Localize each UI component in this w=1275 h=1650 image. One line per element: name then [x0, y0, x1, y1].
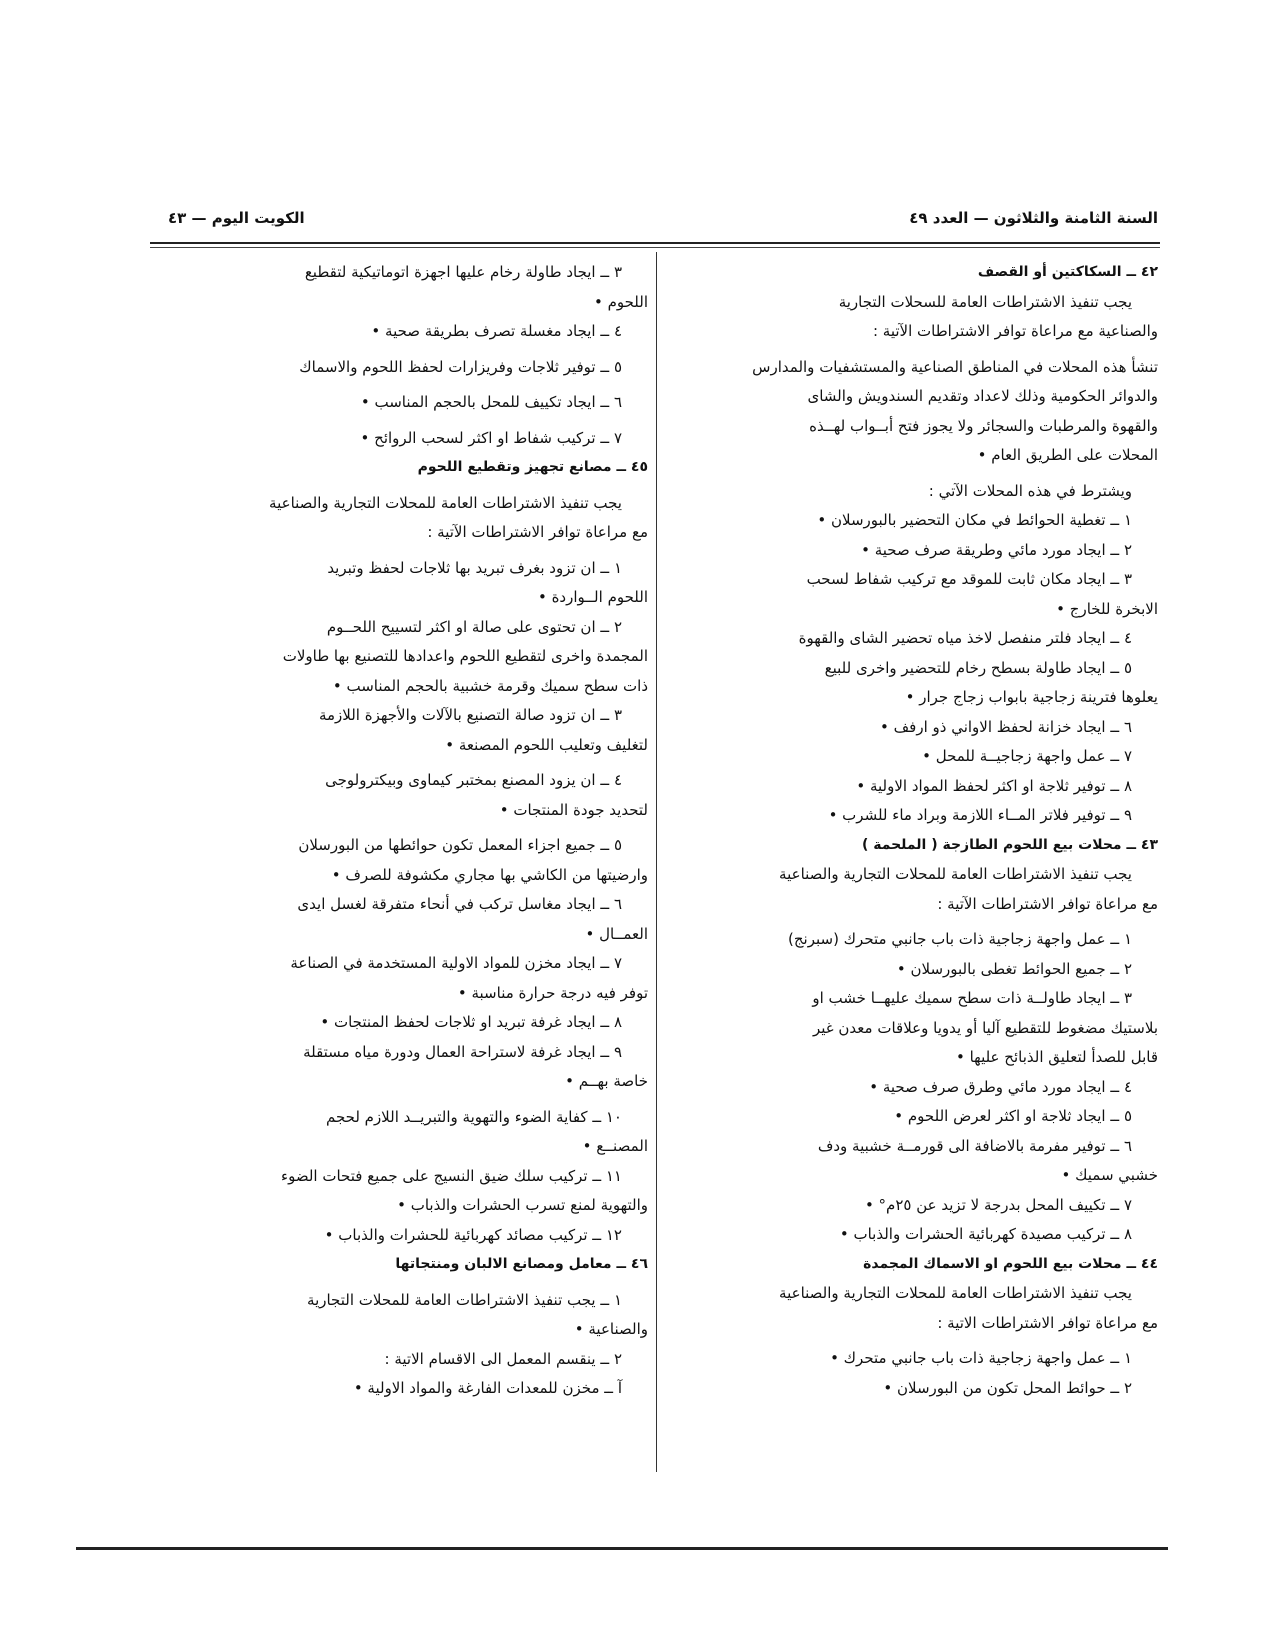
text-line: ٤ ــ ايجاد فلتر منفصل لاخذ مياه تحضير الشاى والقهوة	[798, 629, 1132, 647]
text-line: ٦ ــ ايجاد خزانة لحفظ الاواني ذو ارفف •	[880, 717, 1132, 736]
text-line: يجب تنفيذ الاشتراطات العامة للمحلات التجارية والصناعية	[269, 493, 622, 512]
text-line: والصناعية مع مراعاة توافر الاشتراطات الآتية :	[872, 322, 1158, 340]
text-line: يجب تنفيذ الاشتراطات العامة للمحلات التجارية والصناعية	[779, 865, 1132, 883]
text-line: تنشأ هذه المحلات في المناطق الصناعية والمستشفيات والمدارس	[752, 357, 1158, 376]
text-line: اللحوم الــواردة •	[537, 588, 648, 606]
text-line: ٣ ــ ايجاد طاولــة ذات سطح سميك عليهــا خشب او	[812, 989, 1132, 1007]
text-line: الابخرة للخارج •	[1056, 599, 1158, 618]
section-heading: ٤٢ ــ السكاكتين أو القصف	[977, 264, 1158, 280]
text-line: ١١ ــ تركيب سلك ضيق النسيج على جميع فتحات الضوء	[281, 1166, 622, 1185]
text-line: ٥ ــ توفير ثلاجات وفريزارات لحفظ اللحوم والاسماك	[299, 357, 622, 376]
left-column	[156, 258, 648, 1404]
text-line: ٧ ــ تركيب شفاط او اكثر لسحب الروائح •	[360, 428, 622, 447]
text-line: ١ ــ عمل واجهة زجاجية ذات باب جانبي متحرك (سبرنج)	[787, 930, 1132, 948]
text-line: بلاستيك مضغوط للتقطيع آليا أو يدويا وعلاقات معدن غير	[813, 1018, 1158, 1037]
text-line: ٢ ــ حوائط المحل تكون من البورسلان •	[883, 1378, 1132, 1397]
section-heading: ٤٦ ــ معامل ومصانع الالبان ومنتجاتها	[395, 1256, 648, 1272]
text-line: ١ ــ تغطية الحوائط في مكان التحضير بالبورسلان •	[817, 511, 1132, 529]
text-line: قابل للصدأ لتعليق الذبائح عليها •	[955, 1048, 1158, 1066]
header-rule-thin	[150, 247, 1160, 248]
text-line: ٩ ــ توفير فلاتر المــاء اللازمة وبراد ماء للشرب •	[828, 806, 1132, 824]
header-rule	[150, 242, 1160, 244]
text-line: يجب تنفيذ الاشتراطات العامة للسحلات التجارية	[838, 292, 1132, 311]
text-line: المحلات على الطريق العام •	[977, 446, 1158, 464]
text-line: العمــال •	[585, 924, 648, 943]
text-line: آ ــ مخزن للمعدات الفارغة والمواد الاولية •	[353, 1379, 622, 1397]
text-line: خاصة بهــم •	[565, 1072, 648, 1090]
text-line: ٢ ــ ان تحتوى على صالة او اكثر لتسييح اللحــوم	[326, 617, 622, 636]
footer-rule	[76, 1547, 1168, 1550]
column-divider	[656, 252, 657, 1472]
text-line: ٤ ــ ان يزود المصنع بمختبر كيماوى وبيكترولوجى	[325, 771, 622, 789]
text-line: والقهوة والمرطبات والسجائر ولا يجوز فتح أبــواب لهــذه	[809, 416, 1158, 435]
text-line: ٥ ــ جميع اجزاء المعمل تكون حوائطها من البورسلان	[298, 836, 622, 854]
text-line: ١ ــ عمل واجهة زجاجية ذات باب جانبي متحرك •	[830, 1349, 1132, 1367]
text-line: ٨ ــ تركيب مصيدة كهربائية الحشرات والذباب •	[839, 1225, 1132, 1243]
text-line: يجب تنفيذ الاشتراطات العامة للمحلات التجارية والصناعية	[779, 1284, 1132, 1302]
text-line: مع مراعاة توافر الاشتراطات الاتية :	[937, 1313, 1158, 1332]
text-line: والصناعية •	[574, 1320, 648, 1338]
text-line: ٣ ــ ايجاد مكان ثابت للموقد مع تركيب شفاط لسحب	[806, 570, 1132, 588]
text-line: المصنــع •	[582, 1137, 648, 1155]
publication-page: الكويت اليوم — ٤٣	[168, 209, 305, 227]
text-line: مع مراعاة توافر الاشتراطات الآتية :	[427, 523, 648, 541]
text-line: ٦ ــ ايجاد تكييف للمحل بالحجم المناسب •	[360, 393, 622, 411]
section-heading: ٤٥ ــ مصانع تجهيز وتقطيع اللحوم	[417, 459, 648, 475]
text-line: ٤ ــ ايجاد مغسلة تصرف بطريقة صحية •	[371, 322, 622, 340]
text-line: ١ ــ يجب تنفيذ الاشتراطات العامة للمحلات التجارية	[307, 1290, 622, 1309]
text-line: ٧ ــ تكييف المحل بدرجة لا تزيد عن ٢٥م° •	[864, 1195, 1132, 1214]
text-line: ٨ ــ ايجاد غرفة تبريد او ثلاجات لحفظ المنتجات •	[320, 1013, 622, 1031]
text-line: ويشترط في هذه المحلات الآتي :	[928, 481, 1132, 500]
text-line: ١ ــ ان تزود بغرف تبريد بها ثلاجات لحفظ وتبريد	[327, 558, 622, 577]
text-line: اللحوم •	[593, 292, 648, 311]
text-line: ١٠ ــ كفاية الضوء والتهوية والتبريــد اللازم لحجم	[325, 1107, 622, 1126]
text-line: ٦ ــ توفير مفرمة بالاضافة الى قورمــة خشبية ودف	[817, 1136, 1132, 1155]
text-line: ٤ ــ ايجاد مورد مائي وطرق صرف صحية •	[869, 1077, 1132, 1096]
text-line: وارضيتها من الكاشي بها مجاري مكشوفة للصرف •	[331, 865, 648, 884]
text-line: ٥ ــ ايجاد طاولة بسطح رخام للتحضير واخرى للبيع	[824, 658, 1132, 677]
text-line: ٢ ــ جميع الحوائط تغطى بالبورسلان •	[896, 959, 1132, 978]
text-line: ١٢ ــ تركيب مصائد كهربائية للحشرات والذباب •	[324, 1225, 622, 1244]
text-line: ٦ ــ ايجاد مغاسل تركب في أنحاء متفرقة لغسل ايدى	[297, 895, 622, 913]
issue-info: السنة الثامنة والثلاثون — العدد ٤٩	[909, 209, 1158, 227]
text-line: ٨ ــ توفير ثلاجة او اكثر لحفظ المواد الاولية •	[856, 776, 1132, 795]
text-line: خشبي سميك •	[1061, 1166, 1158, 1184]
text-line: والتهوية لمنع تسرب الحشرات والذباب •	[397, 1196, 648, 1214]
text-line: ٢ ــ ايجاد مورد مائي وطريقة صرف صحية •	[861, 540, 1132, 559]
text-line: ٧ ــ عمل واجهة زجاجيــة للمحل •	[922, 747, 1132, 765]
right-column	[664, 258, 1158, 1403]
text-line: ٥ ــ ايجاد ثلاجة او اكثر لعرض اللحوم •	[894, 1107, 1132, 1125]
text-line: يعلوها فترينة زجاجية بابواب زجاج جرار •	[905, 688, 1158, 706]
text-line: ٩ ــ ايجاد غرفة لاستراحة العمال ودورة مياه مستقلة	[303, 1042, 622, 1061]
text-line: ٧ ــ ايجاد مخزن للمواد الاولية المستخدمة في الصناعة	[290, 954, 622, 972]
text-line: ذات سطح سميك وقرمة خشبية بالحجم المناسب •	[332, 676, 648, 695]
text-line: مع مراعاة توافر الاشتراطات الآتية :	[937, 894, 1158, 913]
page-header	[168, 206, 1158, 230]
text-line: ٣ ــ ايجاد طاولة رخام عليها اجهزة اتوماتيكية لتقطيع	[304, 263, 622, 281]
text-line: المجمدة واخرى لتقطيع اللحوم واعدادها للتصنيع بها طاولات	[282, 647, 648, 665]
text-line: ٢ ــ ينقسم المعمل الى الاقسام الاتية :	[384, 1349, 622, 1368]
text-line: والدوائر الحكومية وذلك لاعداد وتقديم السندويش والشاى	[807, 387, 1158, 405]
text-line: لتغليف وتعليب اللحوم المصنعة •	[445, 735, 648, 754]
section-heading: ٤٤ ــ محلات بيع اللحوم او الاسماك المجمدة	[863, 1255, 1158, 1272]
section-heading: ٤٣ ــ محلات بيع اللحوم الطازجة ( الملحمة )	[861, 836, 1158, 853]
text-line: ٣ ــ ان تزود صالة التصنيع بالآلات والأجهزة اللازمة	[318, 706, 622, 724]
text-line: لتحديد جودة المنتجات •	[499, 800, 648, 819]
text-line: توفر فيه درجة حرارة مناسبة •	[457, 983, 648, 1002]
